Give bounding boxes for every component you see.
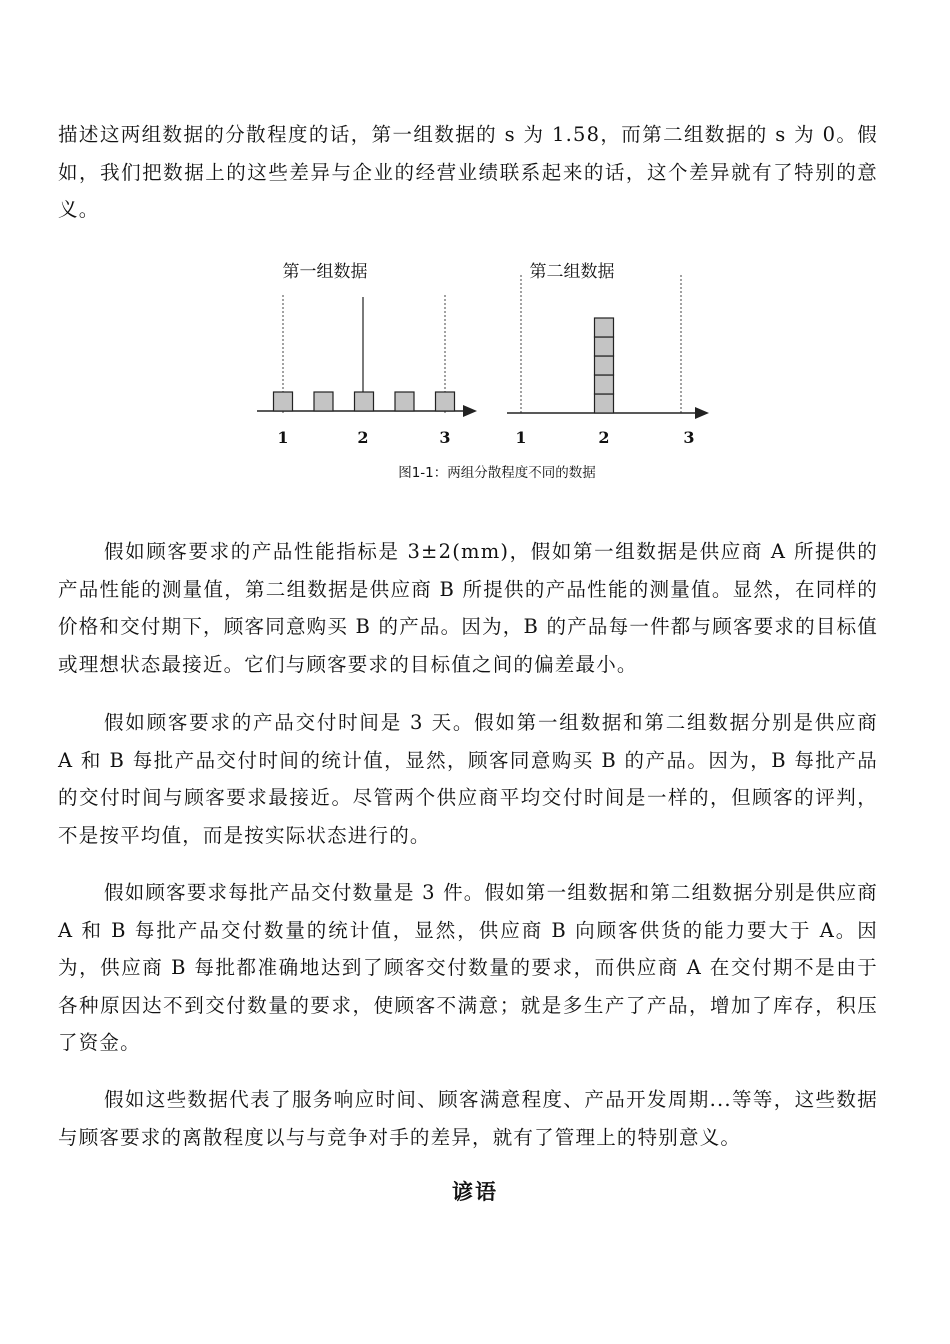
- group1-tick-label: 2: [357, 428, 369, 447]
- group1-title: 第一组数据: [282, 262, 368, 282]
- paragraph-delivery-time: 假如顾客要求的产品交付时间是 3 天。假如第一组数据和第二组数据分别是供应商 A 和 B 每批产品交付时间的统计值，显然，顾客同意购买 B 的产品。因为，B 每批产品的交付时间与顾客要求最接近。尽管两个供应商平均交付时间是一样的，但顾客的评判，不是按平均值，而是按实际状态进行的。: [58, 711, 878, 847]
- paragraph-delivery-quantity: 假如顾客要求每批产品交付数量是 3 件。假如第一组数据和第二组数据分别是供应商 A 和 B 每批产品交付数量的统计值，显然，供应商 B 向顾客供货的能力要大于 A。因为，供应商 B 每批都准确地达到了顾客交付数量的要求，而供应商 A 在交付期不是由于各种原因达不到交付数量的要求，使顾客不满意；就是多生产了产品，增加了库存，积压了资金。: [58, 881, 878, 1054]
- group2-data-box: [595, 356, 614, 375]
- group1-data-box: [274, 392, 293, 411]
- paragraph-management-meaning: 假如这些数据代表了服务响应时间、顾客满意程度、产品开发周期...等等，这些数据与顾客要求的离散程度以与与竞争对手的差异，就有了管理上的特别意义。: [58, 1088, 878, 1149]
- group2-data-box: [595, 318, 614, 337]
- group2-axis-arrow: [695, 407, 709, 419]
- group1-data-boxes: [274, 392, 455, 411]
- group2-tick-label: 3: [683, 428, 695, 447]
- paragraph-intro: 描述这两组数据的分散程度的话，第一组数据的 s 为 1.58，而第二组数据的 s 为 0。假如，我们把数据上的这些差异与企业的经营业绩联系起来的话，这个差异就有了特别的意义。: [58, 123, 878, 221]
- group1-axis-arrow: [463, 405, 477, 417]
- group2-data-boxes: [595, 318, 614, 413]
- group2-tick-label: 1: [515, 428, 527, 447]
- group1-data-box: [436, 392, 455, 411]
- group2-data-box: [595, 394, 614, 413]
- group1-tick-label: 1: [277, 428, 289, 447]
- group2-data-box: [595, 375, 614, 394]
- group1-data-box: [395, 392, 414, 411]
- group1-tick-label: 3: [439, 428, 451, 447]
- figure-caption: 图1-1：两组分散程度不同的数据: [398, 465, 596, 481]
- proverb-heading: 谚语: [452, 1180, 498, 1204]
- group1-data-box: [355, 392, 374, 411]
- paragraph-performance: 假如顾客要求的产品性能指标是 3±2(mm)，假如第一组数据是供应商 A 所提供的产品性能的测量值，第二组数据是供应商 B 所提供的产品性能的测量值。显然，在同样的价格和交付期下，顾客同意购买 B 的产品。因为，B 的产品每一件都与顾客要求的目标值或理想状态最接近。它们与顾客要求的目标值之间的偏差最小。: [58, 540, 878, 676]
- dispersion-figure: [255, 255, 715, 487]
- group2-tick-label: 2: [598, 428, 610, 447]
- group2-data-box: [595, 337, 614, 356]
- group1-data-box: [314, 392, 333, 411]
- group2-title: 第二组数据: [529, 262, 615, 282]
